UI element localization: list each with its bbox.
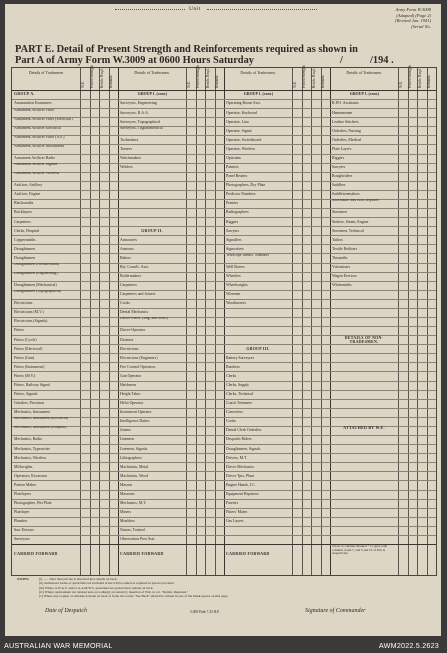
column-header-vertical: Posted Strength: [196, 65, 200, 88]
row-rule: [12, 244, 436, 245]
trade-name: Plumber: [14, 519, 28, 524]
trade-name: Storemen, Technical: [332, 228, 364, 233]
row-rule: [12, 326, 436, 327]
trade-name: Operating Room Asst.: [226, 101, 261, 106]
trade-name: Ammunition Examiners: [14, 101, 52, 106]
trade-name: Concreters: [226, 410, 243, 415]
row-rule: [12, 408, 436, 409]
column-header-vertical: Posted Strength: [302, 65, 306, 88]
trade-name: Observation Post Asst.: [120, 537, 156, 542]
trade-name: Masons: [120, 482, 133, 487]
trade-name: Moulders: [120, 519, 135, 524]
column-header-vertical: Reinfs. Reqd.: [417, 68, 422, 88]
group-heading: GROUP III.: [246, 346, 270, 351]
row-rule: [12, 444, 436, 445]
trade-name: Armours: [120, 246, 134, 251]
trade-name: Clerks: [226, 373, 237, 378]
trade-name: Orderlies, Medical: [332, 137, 362, 142]
trade-name: Bty. Comd's. Asst.: [120, 264, 149, 269]
trade-name: Electricians: [120, 346, 139, 351]
trade-name: Dental Clerk Orderlies: [226, 428, 262, 433]
trade-name: Opticians: [226, 155, 241, 160]
row-rule: [12, 535, 436, 536]
trade-name: Fitters (Electrical): [14, 346, 43, 351]
trade-name: Driver Mechanics: [226, 464, 254, 469]
trade-name: Electricians: [14, 301, 33, 306]
row-rule: [12, 390, 436, 391]
trade-name: Orderlies, Nursing: [332, 128, 361, 133]
trade-name: Operator, Switchboard: [226, 137, 262, 142]
trade-name: GROUP 1. (cont.): [137, 92, 168, 97]
trade-name: Armament Artificer Radio: [14, 155, 56, 160]
header-rule: [12, 90, 436, 91]
column-header-details: Details of Tradesmen.: [346, 70, 382, 75]
trade-name: Artificer, Engine: [14, 192, 41, 197]
trade-name: Battery Surveyors: [226, 355, 255, 360]
form-ref-line: (Adapted) (Page 2): [396, 12, 431, 18]
signature-of-commander: Signature of Commander: [305, 608, 366, 614]
trade-name: Fitters, Signals: [14, 392, 38, 397]
trade-name: Surveyors, R.A.A.: [120, 110, 149, 115]
trade-name: Textile Refitters: [332, 246, 358, 251]
trade-name: Surveyors: [14, 537, 30, 542]
row-rule: [12, 190, 436, 191]
trade-name: Woodturners: [226, 301, 246, 306]
print-reference: 5,000 Pads 7.43 R.P.: [190, 610, 220, 614]
row-rule: [12, 317, 436, 318]
caption-institution: AUSTRALIAN WAR MEMORIAL: [4, 641, 113, 650]
trade-name: Linemen, Signals: [120, 446, 148, 451]
trade-name: Nurses, Trained: [120, 528, 145, 533]
trade-name: Boilermakers: [120, 274, 141, 278]
trade-name: Bakers: [120, 255, 131, 260]
trade-name: Signallers: [226, 237, 242, 242]
trade-name: Toolmakers: [120, 137, 139, 142]
trade-name: Fitters (M.V.): [14, 373, 36, 378]
trade-name: Platelayers: [14, 491, 32, 496]
trade-name: Grinders, Precision: [14, 401, 45, 406]
trade-name: Watchmakers: [120, 155, 142, 160]
trade-name: Fire Control Operators: [120, 364, 156, 369]
trade-name: Hatchmen: [120, 382, 136, 387]
trade-name: Drivers, M.T.: [226, 455, 248, 460]
row-rule: [12, 362, 436, 363]
trade-name: Turners: [120, 146, 132, 151]
trade-name: Armourers: [120, 237, 137, 242]
trade-name: Butchers: [226, 364, 240, 369]
trade-name: Dental Mechanics: [120, 310, 149, 315]
trade-name: Operator, Signal: [226, 128, 252, 133]
trade-name: Armament Artificer Signals: [14, 163, 58, 167]
trade-name: Clerks, Supply: [226, 382, 250, 387]
trade-name: Armament Artificer Fitter: [14, 108, 55, 112]
row-rule: [12, 480, 436, 481]
row-rule: [12, 99, 436, 100]
row-rule: [12, 399, 436, 400]
row-rule: [12, 381, 436, 382]
row-rule: [12, 344, 436, 345]
trade-name: Height Taker: [120, 392, 141, 397]
note-line: (iv) Where replacement not desired note accordingly on return by insertion of N.R. in col. "Reinfs. Required.": [39, 589, 189, 594]
column-header-details: Details of Tradesmen: [28, 70, 64, 75]
column-header-vertical: Remarks: [427, 75, 431, 88]
trade-name: Helio Operator: [120, 401, 144, 406]
trade-name: Surveyors, Engineering: [120, 101, 157, 106]
form-sheet: [5, 4, 441, 636]
trade-name: Mechanics, Instrument (Hospital): [14, 426, 67, 430]
trade-name: Mechanics, Typewriter: [14, 446, 50, 451]
trade-name: Draughtsmen: [14, 246, 35, 251]
note-line: (v) Where any request or remarks is made on back of form, the words "See Back" should be written in one of the blank spaces on this page.: [39, 594, 229, 599]
trade-name: Joiners: [120, 428, 132, 433]
form-ref-line: (Serial No.: [411, 23, 431, 29]
trade-name: Machinists, Wood: [120, 473, 149, 478]
trade-name: Leather Stitchers: [332, 119, 359, 124]
tradesmen-table: [11, 67, 437, 576]
trade-name: Bricklayers: [14, 210, 32, 215]
trade-name: Drainers: [120, 337, 134, 342]
form-reference: [341, 7, 431, 29]
column-header-details: Details of Tradesmen.: [240, 70, 276, 75]
row-rule: [12, 462, 436, 463]
title-year: /194 .: [370, 55, 394, 66]
row-rule: [12, 526, 436, 527]
trade-name: Fitters (Gun): [14, 355, 35, 360]
trade-name: Tailors: [332, 237, 343, 242]
trade-name: Carpenters: [14, 219, 31, 224]
trade-name: Printers: [226, 201, 239, 206]
column-header-vertical: Remarks: [109, 75, 113, 88]
trade-name: Surveyors, Trigonometrical: [120, 126, 163, 130]
trade-name: Signwriters: [226, 246, 244, 251]
note-line: (i) ...... other than private is involved give details on back.: [39, 577, 118, 581]
trade-name: Equipment Repairers: [226, 491, 259, 496]
trade-name: Wiremen: [226, 292, 241, 297]
row-rule: [12, 308, 436, 309]
trade-name: Tinsmiths: [332, 255, 348, 260]
row-rule: [12, 181, 436, 182]
trade-name: Clerks, Hospital: [14, 228, 40, 233]
row-rule: [12, 453, 436, 454]
trade-name: GROUP 1. (cont.): [349, 92, 380, 97]
trade-name: Radiographers: [226, 210, 249, 215]
trade-name: Plate Layers: [332, 146, 352, 151]
trade-name: Carpenters: [120, 283, 137, 288]
trade-name: Fitters: [14, 328, 24, 333]
trade-name: Sawyers: [332, 165, 346, 170]
trade-name: Draughtsmen: [14, 255, 35, 260]
group-heading: GROUP A.: [14, 92, 35, 97]
trade-name: Miners: [120, 510, 132, 515]
trade-name: Driver Tpts, Plant: [226, 473, 254, 478]
trade-name: Mechanics, Instrument (Electrical): [14, 417, 69, 421]
trade-name: Gun Operator: [120, 373, 142, 378]
trade-name: Wheelers: [226, 274, 241, 278]
title-line-1: PART E. Detail of Present Strength and Reinforcements required as shown in: [15, 44, 358, 55]
form-ref-line: (Revised Jan. 1941): [395, 18, 431, 23]
group-heading: DETAILS OF NON-TRADESMEN.: [344, 335, 384, 344]
trade-name: Saddlers: [332, 183, 346, 188]
trade-name: Predictor Numbers: [226, 192, 256, 197]
trade-name: Wheelwrights: [226, 283, 248, 288]
trade-name: Draughtsmen (Architectural): [14, 262, 60, 266]
trade-name: Draughtsmen (Engineering): [14, 272, 58, 275]
date-of-despatch: Date of Despatch: [45, 608, 87, 614]
trade-name: Mechanics, Wireless: [14, 455, 47, 460]
trade-name: Riggers: [226, 219, 239, 224]
trade-name: Cooks: [226, 419, 236, 424]
trade-name: GROUP 1. (cont.): [243, 92, 274, 97]
trade-name: Platelayer: [14, 510, 30, 515]
column-header-vertical: W.E.: [80, 80, 85, 88]
row-rule: [12, 235, 436, 236]
trade-name: Storemen: [332, 210, 347, 215]
trade-name: Draughtsmen (Mechanical): [14, 283, 57, 288]
note-line: (iii) Where A.W.A.S. and/or A.A.M.W.S. personnel are posted show details on back.: [39, 585, 154, 590]
column-header-vertical: Reinfs. Reqd.: [205, 68, 210, 88]
row-rule: [12, 435, 436, 436]
column-header-vertical: Remarks: [215, 75, 219, 88]
trade-name: Mechanics, Radio: [14, 437, 43, 442]
trade-name: Mechanics, Instrument: [14, 410, 50, 415]
carried-forward-label: CARRIED FORWARD: [120, 552, 164, 556]
trade-name: Cooks: [120, 301, 130, 306]
trade-name: Draughtsmen (Topographical): [14, 290, 61, 294]
notes-label: NOTES.: [17, 577, 30, 581]
trade-name: Artificer, Artillery: [14, 183, 43, 188]
trade-name: Lithographers: [120, 455, 142, 460]
column-header-vertical: Posted Strength: [408, 65, 412, 88]
trade-name: Saddletreemakers: [332, 192, 360, 197]
trade-name: Driver-Mech. (Eng. and Mod.): [120, 317, 168, 321]
form-ref-line: Army Form W.3009: [395, 7, 431, 12]
row-rule: [12, 281, 436, 282]
trade-name: Armament Artificer Electrical: [14, 126, 61, 130]
trade-name: Stokers, Steam, Engine: [332, 219, 369, 224]
row-rule: [12, 208, 436, 209]
trade-name: Clerks, Technical: [226, 392, 254, 397]
trade-name: Millwrights: [14, 464, 33, 469]
caption-accession: AWM2022.5.2623: [378, 641, 439, 650]
trade-name: Masseurs: [120, 491, 135, 496]
trade-name: Rougthriders: [332, 174, 353, 179]
trade-name: Armament Artificer Fitter (Electrical): [14, 117, 73, 121]
trade-name: Fitters (Cycle): [14, 337, 37, 342]
trade-name: Intelligence Duties: [120, 419, 150, 424]
trade-name: Operator, Lino: [226, 119, 249, 124]
trade-name: Vulcanisers: [332, 264, 351, 269]
trade-name: Photographers, Dry Plate: [226, 183, 266, 188]
trade-name: Despatch Riders: [226, 437, 252, 442]
trade-name: Carpenters and Joiners: [120, 292, 156, 297]
row-rule: [12, 499, 436, 500]
trade-name: Panel Beaters: [226, 174, 248, 179]
trade-name: Linemen: [120, 437, 134, 442]
trade-name: Sawyers: [226, 228, 240, 233]
column-header-vertical: Remarks: [321, 75, 325, 88]
trade-name: Driver-Operator: [120, 328, 146, 333]
trade-name: Armament Artificer Wireless: [14, 172, 60, 176]
column-header-vertical: Reinfs. Reqd.: [99, 68, 104, 88]
column-header-vertical: W.E.: [292, 80, 297, 88]
group-heading: ATTACHED BY W.E.: [343, 426, 385, 431]
row-rule: [12, 508, 436, 509]
trade-name: Hammermen: [332, 110, 353, 115]
trade-name: Whitesmiths: [332, 283, 352, 288]
trade-name: Draughtsmen, Signals: [226, 446, 261, 451]
trade-name: Instrument Operator: [120, 410, 152, 415]
trade-name: Farriers: [226, 501, 239, 505]
trade-name: Armament Artificer Fitter (A.F.): [14, 135, 65, 139]
trade-name: Operator, Keyboard: [226, 110, 257, 115]
trade-name: Coppersmiths: [14, 237, 36, 242]
row-rule: [12, 490, 436, 491]
trade-name: Operators, Excavator: [14, 473, 48, 478]
trade-name: Electricians (Engineers): [120, 355, 158, 360]
trade-name: R.P.O. Assistants: [332, 101, 359, 106]
column-header-details: Details of Tradesmen.: [134, 70, 170, 75]
trade-name: Painters: [226, 165, 239, 170]
trade-name: Armament Artificer Instruments: [14, 144, 65, 148]
trade-name: Blacksmiths: [14, 201, 34, 206]
trade-name: Well Borers: [226, 264, 245, 269]
trade-name: Fitters, Railway Signal: [14, 382, 50, 387]
trade-name: Electricians (M.V.): [14, 310, 44, 315]
trade-name: Riggers: [332, 155, 345, 160]
row-rule: [12, 226, 436, 227]
trade-name: Gas Layers: [226, 519, 244, 524]
group-heading: GROUP II.: [141, 228, 163, 233]
trade-name: Telescope Identif. Numbers: [226, 253, 270, 257]
trade-name: Shoemaker and Boot Repairer: [332, 199, 379, 203]
trade-name: Welders: [120, 165, 133, 170]
carried-forward-label: CARRIED FORWARD: [226, 552, 270, 556]
row-rule: [12, 371, 436, 372]
column-header-vertical: Posted Strength: [90, 65, 94, 88]
row-rule: [12, 154, 436, 155]
trade-name: Mechanics, M.T.: [120, 501, 147, 505]
trade-name: Machinists, Metal: [120, 464, 149, 469]
column-header-vertical: W.E.: [186, 80, 191, 88]
note-line: (ii) Authorised trades or specialists not included in the will be added as required in spaces provided.: [39, 581, 175, 586]
column-header-vertical: W.E.: [398, 80, 403, 88]
row-rule: [12, 353, 436, 354]
trade-name: Fitters' Mates: [226, 510, 248, 515]
trade-name: Photographer, Wet Plate: [14, 501, 52, 505]
column-header-vertical: Reinfs. Reqd.: [311, 68, 316, 88]
title-date-slash: /: [340, 55, 343, 66]
row-rule: [12, 471, 436, 472]
totals-note: Totals of columns Marked * to agree with columns 4 and 7, and 5 and 10 of Part A respectively.: [332, 545, 388, 556]
unit-label: Unit: [189, 6, 201, 12]
row-rule: [12, 253, 436, 254]
trade-name: Electricians (Signals): [14, 319, 48, 324]
carried-forward-label: CARRIED FORWARD: [14, 552, 58, 556]
trade-name: Saw Doctors: [14, 528, 34, 533]
trade-name: Engine Hands, I.C.: [226, 482, 256, 487]
trade-name: Wagon Erectors: [332, 274, 357, 278]
trade-name: Operator, Wireless: [226, 146, 256, 151]
trade-name: Coach Trimmers: [226, 401, 253, 406]
row-rule: [12, 217, 436, 218]
trade-name: Surveyors, Topographical: [120, 119, 161, 124]
title-line-2: Part A of Army Form W.3009 at 0600 Hours Saturday: [15, 55, 254, 66]
trade-name: Pattern Maker: [14, 482, 37, 487]
trade-name: Fitters (Instrument): [14, 364, 45, 369]
row-rule: [12, 299, 436, 300]
row-rule: [12, 517, 436, 518]
